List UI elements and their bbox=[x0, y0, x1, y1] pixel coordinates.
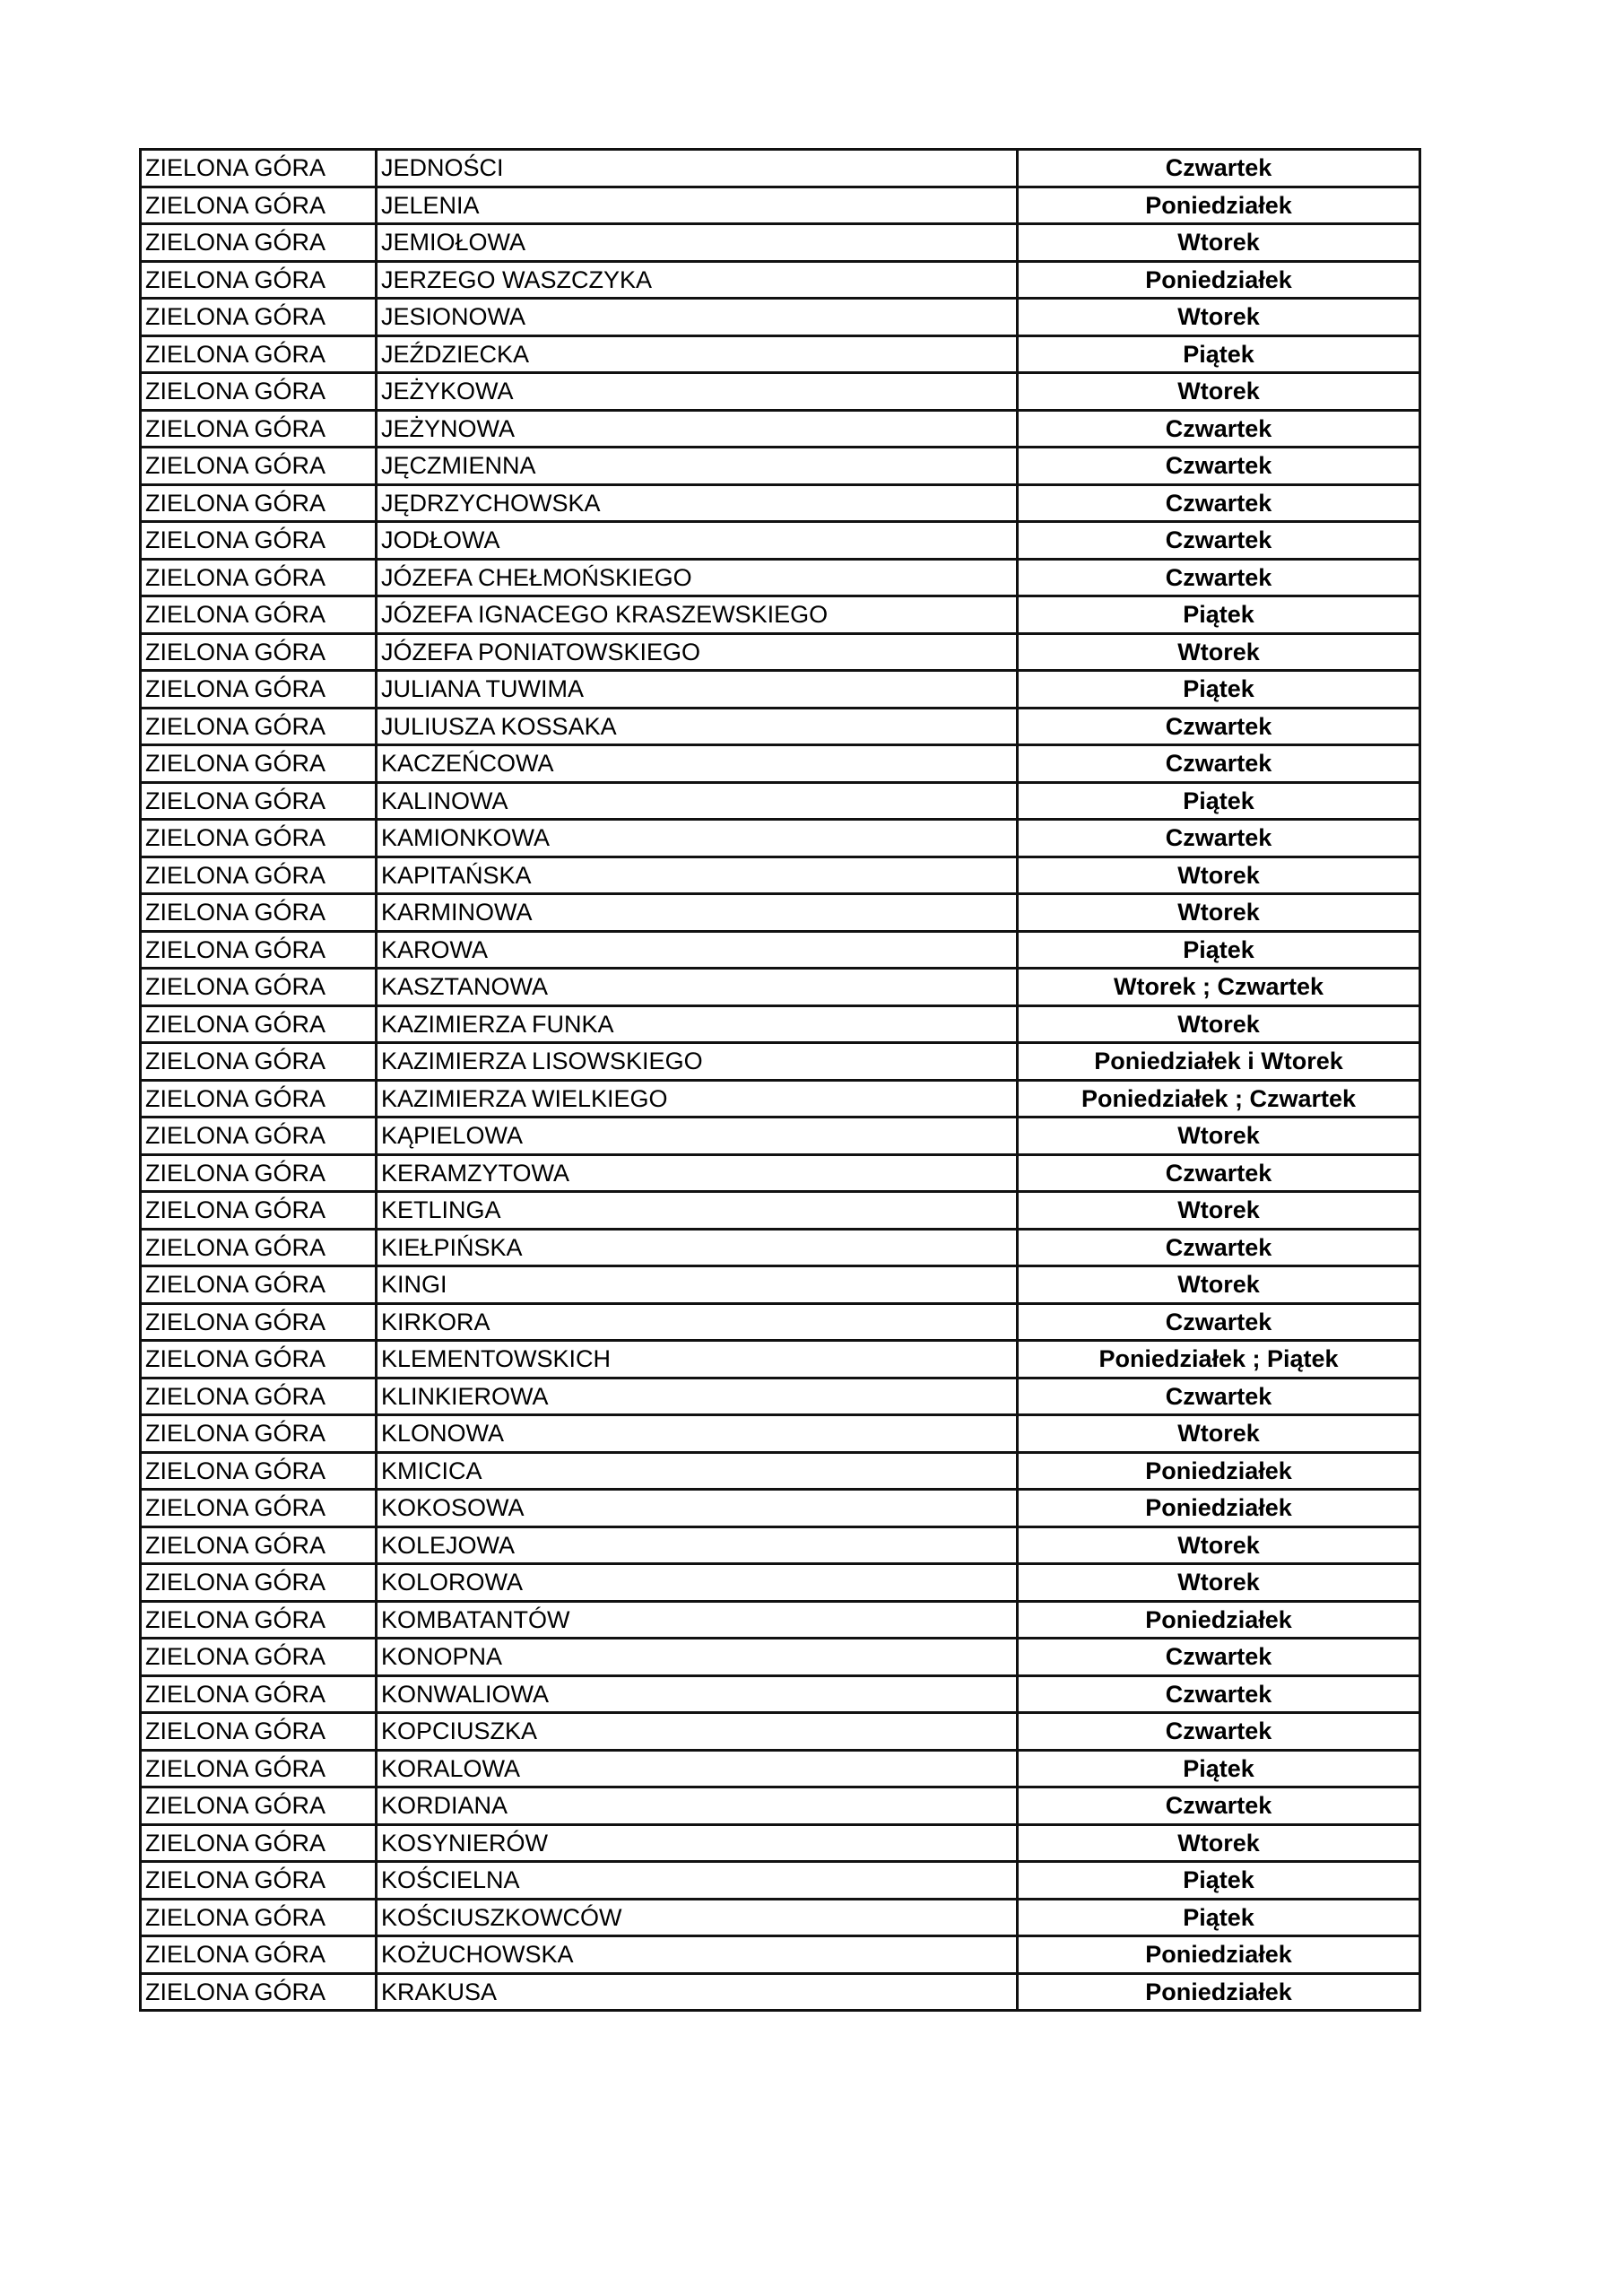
city-cell: ZIELONA GÓRA bbox=[141, 1936, 377, 1974]
city-cell: ZIELONA GÓRA bbox=[141, 1192, 377, 1230]
day-cell: Poniedziałek ; Czwartek bbox=[1018, 1080, 1420, 1118]
city-cell: ZIELONA GÓRA bbox=[141, 1787, 377, 1825]
table-row bbox=[141, 1824, 1420, 1862]
day-cell: Czwartek bbox=[1018, 1639, 1420, 1676]
day-cell: Poniedziałek bbox=[1018, 1973, 1420, 2011]
table-row bbox=[141, 894, 1420, 932]
city-cell: ZIELONA GÓRA bbox=[141, 1378, 377, 1415]
table-row bbox=[141, 1564, 1420, 1602]
city-cell: ZIELONA GÓRA bbox=[141, 708, 377, 745]
city-cell: ZIELONA GÓRA bbox=[141, 1973, 377, 2011]
street-cell: JÓZEFA PONIATOWSKIEGO bbox=[377, 633, 1018, 671]
city-cell: ZIELONA GÓRA bbox=[141, 1266, 377, 1304]
street-cell: KOSYNIERÓW bbox=[377, 1824, 1018, 1862]
street-cell: KONWALIOWA bbox=[377, 1675, 1018, 1713]
day-cell: Czwartek bbox=[1018, 1378, 1420, 1415]
street-cell: KAZIMIERZA WIELKIEGO bbox=[377, 1080, 1018, 1118]
street-cell: KOLOROWA bbox=[377, 1564, 1018, 1602]
street-cell: JĘDRZYCHOWSKA bbox=[377, 484, 1018, 522]
street-cell: KOŚCIELNA bbox=[377, 1862, 1018, 1900]
street-cell: JELENIA bbox=[377, 187, 1018, 224]
street-cell: JEMIOŁOWA bbox=[377, 224, 1018, 262]
table-row bbox=[141, 596, 1420, 634]
table-row bbox=[141, 1229, 1420, 1266]
city-cell: ZIELONA GÓRA bbox=[141, 1713, 377, 1751]
street-cell: KLINKIEROWA bbox=[377, 1378, 1018, 1415]
day-cell: Wtorek ; Czwartek bbox=[1018, 969, 1420, 1006]
day-cell: Czwartek bbox=[1018, 484, 1420, 522]
city-cell: ZIELONA GÓRA bbox=[141, 335, 377, 373]
city-cell: ZIELONA GÓRA bbox=[141, 820, 377, 857]
table-row bbox=[141, 1973, 1420, 2011]
table-row bbox=[141, 187, 1420, 224]
table-row bbox=[141, 1490, 1420, 1527]
table-row bbox=[141, 1601, 1420, 1639]
day-cell: Czwartek bbox=[1018, 745, 1420, 783]
city-cell: ZIELONA GÓRA bbox=[141, 1303, 377, 1341]
table-row bbox=[141, 1713, 1420, 1751]
city-cell: ZIELONA GÓRA bbox=[141, 1005, 377, 1043]
city-cell: ZIELONA GÓRA bbox=[141, 224, 377, 262]
day-cell: Wtorek bbox=[1018, 1526, 1420, 1564]
table-row bbox=[141, 1862, 1420, 1900]
city-cell: ZIELONA GÓRA bbox=[141, 299, 377, 336]
table-body bbox=[141, 150, 1420, 2011]
street-cell: JEDNOŚCI bbox=[377, 150, 1018, 187]
day-cell: Czwartek bbox=[1018, 410, 1420, 448]
day-cell: Czwartek bbox=[1018, 559, 1420, 596]
city-cell: ZIELONA GÓRA bbox=[141, 1601, 377, 1639]
street-cell: JULIANA TUWIMA bbox=[377, 671, 1018, 709]
city-cell: ZIELONA GÓRA bbox=[141, 187, 377, 224]
street-cell: KALINOWA bbox=[377, 782, 1018, 820]
table-row bbox=[141, 1639, 1420, 1676]
street-cell: KINGI bbox=[377, 1266, 1018, 1304]
street-cell: KAMIONKOWA bbox=[377, 820, 1018, 857]
street-cell: KOLEJOWA bbox=[377, 1526, 1018, 1564]
day-cell: Czwartek bbox=[1018, 448, 1420, 485]
table-row bbox=[141, 1675, 1420, 1713]
city-cell: ZIELONA GÓRA bbox=[141, 150, 377, 187]
city-cell: ZIELONA GÓRA bbox=[141, 373, 377, 411]
city-cell: ZIELONA GÓRA bbox=[141, 261, 377, 299]
street-cell: KERAMZYTOWA bbox=[377, 1154, 1018, 1192]
day-cell: Poniedziałek bbox=[1018, 1452, 1420, 1490]
table-row bbox=[141, 1936, 1420, 1974]
street-cell: JULIUSZA KOSSAKA bbox=[377, 708, 1018, 745]
day-cell: Wtorek bbox=[1018, 894, 1420, 932]
street-cell: KAPITAŃSKA bbox=[377, 857, 1018, 894]
city-cell: ZIELONA GÓRA bbox=[141, 1526, 377, 1564]
street-cell: KOPCIUSZKA bbox=[377, 1713, 1018, 1751]
table-row bbox=[141, 633, 1420, 671]
city-cell: ZIELONA GÓRA bbox=[141, 1043, 377, 1081]
table-row bbox=[141, 1005, 1420, 1043]
table-row bbox=[141, 410, 1420, 448]
table-row bbox=[141, 1787, 1420, 1825]
day-cell: Piątek bbox=[1018, 671, 1420, 709]
street-cell: KĄPIELOWA bbox=[377, 1118, 1018, 1155]
city-cell: ZIELONA GÓRA bbox=[141, 410, 377, 448]
table-row bbox=[141, 1526, 1420, 1564]
street-cell: KOŻUCHOWSKA bbox=[377, 1936, 1018, 1974]
day-cell: Czwartek bbox=[1018, 708, 1420, 745]
day-cell: Piątek bbox=[1018, 596, 1420, 634]
city-cell: ZIELONA GÓRA bbox=[141, 894, 377, 932]
table-row bbox=[141, 1415, 1420, 1453]
day-cell: Wtorek bbox=[1018, 299, 1420, 336]
day-cell: Piątek bbox=[1018, 931, 1420, 969]
day-cell: Czwartek bbox=[1018, 1303, 1420, 1341]
table-row bbox=[141, 1266, 1420, 1304]
city-cell: ZIELONA GÓRA bbox=[141, 522, 377, 560]
day-cell: Wtorek bbox=[1018, 1824, 1420, 1862]
table-row bbox=[141, 969, 1420, 1006]
street-cell: JÓZEFA CHEŁMOŃSKIEGO bbox=[377, 559, 1018, 596]
day-cell: Czwartek bbox=[1018, 1713, 1420, 1751]
city-cell: ZIELONA GÓRA bbox=[141, 633, 377, 671]
day-cell: Poniedziałek bbox=[1018, 1490, 1420, 1527]
street-cell: KOMBATANTÓW bbox=[377, 1601, 1018, 1639]
table-row bbox=[141, 261, 1420, 299]
table-row bbox=[141, 671, 1420, 709]
table-row bbox=[141, 1452, 1420, 1490]
collection-schedule-table bbox=[139, 148, 1421, 2012]
day-cell: Wtorek bbox=[1018, 224, 1420, 262]
city-cell: ZIELONA GÓRA bbox=[141, 1750, 377, 1787]
table-row bbox=[141, 1192, 1420, 1230]
table-row bbox=[141, 1118, 1420, 1155]
table-row bbox=[141, 1043, 1420, 1081]
day-cell: Czwartek bbox=[1018, 1675, 1420, 1713]
city-cell: ZIELONA GÓRA bbox=[141, 1639, 377, 1676]
street-cell: KONOPNA bbox=[377, 1639, 1018, 1676]
street-cell: JEŹDZIECKA bbox=[377, 335, 1018, 373]
city-cell: ZIELONA GÓRA bbox=[141, 484, 377, 522]
day-cell: Czwartek bbox=[1018, 150, 1420, 187]
street-cell: KIRKORA bbox=[377, 1303, 1018, 1341]
table-row bbox=[141, 820, 1420, 857]
day-cell: Poniedziałek bbox=[1018, 1601, 1420, 1639]
city-cell: ZIELONA GÓRA bbox=[141, 1154, 377, 1192]
city-cell: ZIELONA GÓRA bbox=[141, 1862, 377, 1900]
day-cell: Piątek bbox=[1018, 1750, 1420, 1787]
day-cell: Poniedziałek bbox=[1018, 1936, 1420, 1974]
city-cell: ZIELONA GÓRA bbox=[141, 1824, 377, 1862]
day-cell: Wtorek bbox=[1018, 1266, 1420, 1304]
day-cell: Czwartek bbox=[1018, 1154, 1420, 1192]
table-row bbox=[141, 1378, 1420, 1415]
city-cell: ZIELONA GÓRA bbox=[141, 559, 377, 596]
street-cell: JERZEGO WASZCZYKA bbox=[377, 261, 1018, 299]
street-cell: JODŁOWA bbox=[377, 522, 1018, 560]
city-cell: ZIELONA GÓRA bbox=[141, 1490, 377, 1527]
street-cell: KLONOWA bbox=[377, 1415, 1018, 1453]
day-cell: Piątek bbox=[1018, 782, 1420, 820]
day-cell: Piątek bbox=[1018, 1899, 1420, 1936]
street-cell: KRAKUSA bbox=[377, 1973, 1018, 2011]
table-row bbox=[141, 1899, 1420, 1936]
city-cell: ZIELONA GÓRA bbox=[141, 1564, 377, 1602]
city-cell: ZIELONA GÓRA bbox=[141, 1675, 377, 1713]
day-cell: Poniedziałek i Wtorek bbox=[1018, 1043, 1420, 1081]
table-row bbox=[141, 1750, 1420, 1787]
table-row bbox=[141, 299, 1420, 336]
street-cell: KAZIMIERZA LISOWSKIEGO bbox=[377, 1043, 1018, 1081]
street-cell: KACZEŃCOWA bbox=[377, 745, 1018, 783]
city-cell: ZIELONA GÓRA bbox=[141, 1899, 377, 1936]
day-cell: Czwartek bbox=[1018, 1787, 1420, 1825]
city-cell: ZIELONA GÓRA bbox=[141, 1415, 377, 1453]
day-cell: Wtorek bbox=[1018, 373, 1420, 411]
table-row bbox=[141, 1154, 1420, 1192]
city-cell: ZIELONA GÓRA bbox=[141, 1080, 377, 1118]
day-cell: Wtorek bbox=[1018, 857, 1420, 894]
table-row bbox=[141, 224, 1420, 262]
street-cell: JEŻYNOWA bbox=[377, 410, 1018, 448]
street-cell: KAZIMIERZA FUNKA bbox=[377, 1005, 1018, 1043]
table-row bbox=[141, 1341, 1420, 1378]
table-row bbox=[141, 782, 1420, 820]
day-cell: Wtorek bbox=[1018, 1118, 1420, 1155]
street-cell: KORALOWA bbox=[377, 1750, 1018, 1787]
day-cell: Wtorek bbox=[1018, 1564, 1420, 1602]
table-row bbox=[141, 745, 1420, 783]
city-cell: ZIELONA GÓRA bbox=[141, 596, 377, 634]
street-cell: KASZTANOWA bbox=[377, 969, 1018, 1006]
day-cell: Piątek bbox=[1018, 335, 1420, 373]
day-cell: Poniedziałek bbox=[1018, 261, 1420, 299]
city-cell: ZIELONA GÓRA bbox=[141, 969, 377, 1006]
table-row bbox=[141, 335, 1420, 373]
street-cell: JEŻYKOWA bbox=[377, 373, 1018, 411]
street-cell: KETLINGA bbox=[377, 1192, 1018, 1230]
street-cell: KORDIANA bbox=[377, 1787, 1018, 1825]
city-cell: ZIELONA GÓRA bbox=[141, 448, 377, 485]
day-cell: Wtorek bbox=[1018, 1192, 1420, 1230]
table-row bbox=[141, 857, 1420, 894]
street-cell: JÓZEFA IGNACEGO KRASZEWSKIEGO bbox=[377, 596, 1018, 634]
table-row bbox=[141, 484, 1420, 522]
day-cell: Czwartek bbox=[1018, 522, 1420, 560]
street-cell: KOŚCIUSZKOWCÓW bbox=[377, 1899, 1018, 1936]
street-cell: KAROWA bbox=[377, 931, 1018, 969]
city-cell: ZIELONA GÓRA bbox=[141, 1341, 377, 1378]
table-row bbox=[141, 931, 1420, 969]
street-cell: KARMINOWA bbox=[377, 894, 1018, 932]
street-cell: KLEMENTOWSKICH bbox=[377, 1341, 1018, 1378]
city-cell: ZIELONA GÓRA bbox=[141, 671, 377, 709]
street-cell: KIEŁPIŃSKA bbox=[377, 1229, 1018, 1266]
street-cell: KOKOSOWA bbox=[377, 1490, 1018, 1527]
day-cell: Wtorek bbox=[1018, 633, 1420, 671]
day-cell: Piątek bbox=[1018, 1862, 1420, 1900]
city-cell: ZIELONA GÓRA bbox=[141, 782, 377, 820]
table-row bbox=[141, 373, 1420, 411]
table-row bbox=[141, 1303, 1420, 1341]
table-row bbox=[141, 522, 1420, 560]
city-cell: ZIELONA GÓRA bbox=[141, 931, 377, 969]
day-cell: Wtorek bbox=[1018, 1415, 1420, 1453]
table-row bbox=[141, 150, 1420, 187]
day-cell: Czwartek bbox=[1018, 820, 1420, 857]
street-cell: JESIONOWA bbox=[377, 299, 1018, 336]
day-cell: Poniedziałek bbox=[1018, 187, 1420, 224]
city-cell: ZIELONA GÓRA bbox=[141, 1118, 377, 1155]
day-cell: Poniedziałek ; Piątek bbox=[1018, 1341, 1420, 1378]
city-cell: ZIELONA GÓRA bbox=[141, 857, 377, 894]
street-cell: KMICICA bbox=[377, 1452, 1018, 1490]
table-row bbox=[141, 1080, 1420, 1118]
city-cell: ZIELONA GÓRA bbox=[141, 1452, 377, 1490]
city-cell: ZIELONA GÓRA bbox=[141, 745, 377, 783]
day-cell: Czwartek bbox=[1018, 1229, 1420, 1266]
street-cell: JĘCZMIENNA bbox=[377, 448, 1018, 485]
table-row bbox=[141, 448, 1420, 485]
city-cell: ZIELONA GÓRA bbox=[141, 1229, 377, 1266]
table-row bbox=[141, 559, 1420, 596]
day-cell: Wtorek bbox=[1018, 1005, 1420, 1043]
table-row bbox=[141, 708, 1420, 745]
